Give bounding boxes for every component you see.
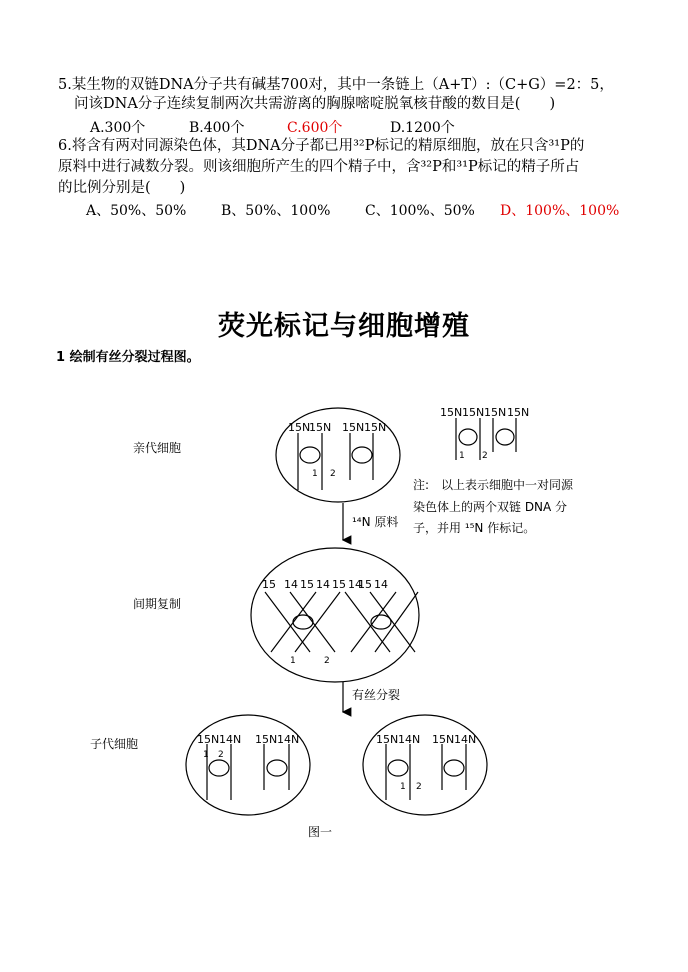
q5-option-a: A.300个 <box>90 120 146 136</box>
interphase-num-15-3: 15 <box>332 578 346 591</box>
sketch-label-15n-1: 15N <box>440 406 463 419</box>
q6-line2: 原料中进行减数分裂。则该细胞所产生的四个精子中，含³²P和³¹P标记的精子所占 <box>58 159 580 175</box>
daughter-cell-left <box>186 715 310 815</box>
daughter-left-num-1: 1 <box>203 750 209 760</box>
sketch-label-15n-2: 15N <box>462 406 485 419</box>
q6-option-b: B、50%、100% <box>221 203 331 219</box>
interphase-num-15-1: 15 <box>262 578 276 591</box>
section-subtitle: 1 绘制有丝分裂过程图。 <box>56 350 200 365</box>
note-line3: 子，并用 ¹⁵N 作标记。 <box>413 521 536 535</box>
q5-line2: 问该DNA分子连续复制两次共需游离的胸腺嘧啶脱氧核苷酸的数目是( ) <box>74 96 556 112</box>
sketch-label-15n-4: 15N <box>507 406 530 419</box>
note-line2: 染色体上的两个双链 DNA 分 <box>413 500 568 514</box>
parent-num-2: 2 <box>330 469 336 479</box>
note-line1: 注: 以上表示细胞中一对同源 <box>413 478 574 492</box>
interphase-num-1: 1 <box>290 656 296 666</box>
label-daughter-cell: 子代细胞 <box>90 737 139 751</box>
arrow1-label: ¹⁴N 原料 <box>352 515 399 529</box>
daughter-left-14n-1: 14N <box>219 733 242 746</box>
daughter-right-num-1: 1 <box>400 782 406 792</box>
figure-caption: 图一 <box>308 825 333 839</box>
label-interphase: 间期复制 <box>133 597 182 611</box>
daughter-left-num-2: 2 <box>218 750 224 760</box>
interphase-num-14-4: 14 <box>374 578 388 591</box>
daughter-right-14n-1: 14N <box>398 733 421 746</box>
interphase-num-14-2: 14 <box>316 578 330 591</box>
daughter-left-15n-1: 15N <box>197 733 220 746</box>
interphase-cell-ellipse <box>251 548 419 682</box>
daughter-right-15n-2: 15N <box>432 733 455 746</box>
interphase-num-15-4: 15 <box>358 578 372 591</box>
q5-option-c: C.600个 <box>287 120 343 136</box>
daughter-right-14n-2: 14N <box>454 733 477 746</box>
label-parent-cell: 亲代细胞 <box>133 441 182 455</box>
daughter-right-num-2: 2 <box>416 782 422 792</box>
interphase-num-15-2: 15 <box>300 578 314 591</box>
parent-label-15n-2: 15N <box>309 421 332 434</box>
arrow2-label: 有丝分裂 <box>352 688 401 702</box>
q6-option-d: D、100%、100% <box>500 203 620 219</box>
daughter-left-15n-2: 15N <box>255 733 278 746</box>
section-title: 荧光标记与细胞增殖 <box>218 311 470 342</box>
sketch-label-15n-3: 15N <box>484 406 507 419</box>
parent-label-15n-4: 15N <box>364 421 387 434</box>
parent-label-15n-3: 15N <box>342 421 365 434</box>
q5-line1: 5.某生物的双链DNA分子共有碱基700对，其中一条链上（A+T）:（C+G）=2：5， <box>58 77 614 93</box>
interphase-num-2: 2 <box>324 656 330 666</box>
daughter-left-14n-2: 14N <box>277 733 300 746</box>
sketch-num-2: 2 <box>482 451 488 461</box>
sketch-num-1: 1 <box>459 451 465 461</box>
parent-num-1: 1 <box>312 469 318 479</box>
daughter-right-15n-1: 15N <box>376 733 399 746</box>
interphase-num-14-3: 14 <box>348 578 362 591</box>
q5-option-b: B.400个 <box>189 120 245 136</box>
interphase-num-14-1: 14 <box>284 578 298 591</box>
q5-option-d: D.1200个 <box>390 120 455 136</box>
daughter-cell-right <box>363 715 487 815</box>
parent-label-15n-1: 15N <box>288 421 311 434</box>
q6-line3: 的比例分别是( ) <box>58 180 186 196</box>
q6-option-a: A、50%、50% <box>86 203 187 219</box>
q6-option-c: C、100%、50% <box>365 203 475 219</box>
q6-line1: 6.将含有两对同源染色体，其DNA分子都已用³²P标记的精原细胞，放在只含³¹P的 <box>58 138 585 154</box>
